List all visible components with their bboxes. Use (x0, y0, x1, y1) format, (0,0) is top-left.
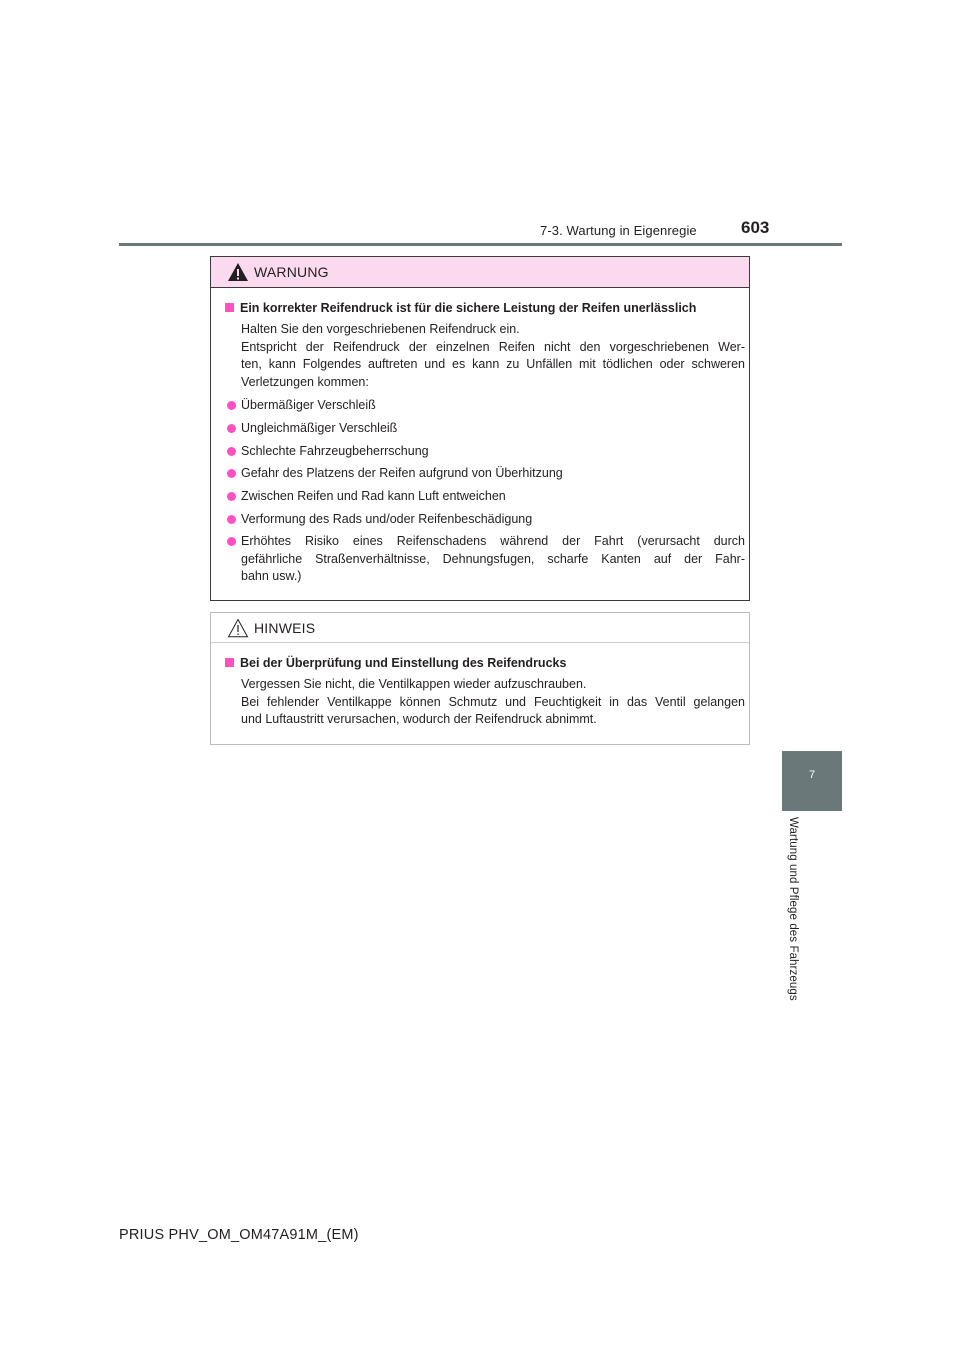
list-item-text: Zwischen Reifen und Rad kann Luft entweichen (241, 489, 506, 503)
section-title: 7-3. Wartung in Eigenregie (540, 223, 697, 238)
notice-heading: HINWEIS (254, 620, 316, 636)
list-item-line: Erhöhtes Risiko eines Reifenschadens während der Fahrt (verursacht durch (241, 534, 745, 548)
bullet-dot-icon (227, 537, 236, 546)
paragraph-line: Entspricht der Reifendruck der einzelnen Reifen nicht den vorgeschriebenen Wer- (241, 339, 745, 354)
bullet-dot-icon (227, 492, 236, 501)
paragraph-line: Vergessen Sie nicht, die Ventilkappen wieder aufzuschrauben. (241, 677, 587, 691)
paragraph-line: Bei fehlender Ventilkappe können Schmutz und Feuchtigkeit in das Ventil gelangen (241, 694, 745, 709)
list-item-text (241, 533, 745, 586)
warning-header (211, 257, 749, 288)
list-item-text: Schlechte Fahrzeugbeherrschung (241, 444, 429, 458)
list-item-line: bahn usw.) (241, 569, 302, 583)
list-item (227, 488, 745, 506)
document-id: PRIUS PHV_OM_OM47A91M_(EM) (119, 1227, 359, 1243)
warning-box (210, 256, 750, 601)
notice-paragraph (241, 676, 745, 729)
list-item-text: Übermäßiger Verschleiß (241, 398, 376, 412)
chapter-number: 7 (808, 769, 816, 781)
paragraph-line: Verletzungen kommen: (241, 374, 369, 389)
list-item-text: Gefahr des Platzens der Reifen aufgrund von Überhitzung (241, 466, 563, 480)
bullet-dot-icon (227, 515, 236, 524)
list-item (227, 511, 745, 529)
bullet-dot-icon (227, 469, 236, 478)
list-item-text: Verformung des Rads und/oder Reifenbeschädigung (241, 512, 533, 526)
chapter-title: Wartung und Pflege des Fahrzeugs (787, 817, 799, 1001)
bullet-dot-icon (227, 401, 236, 410)
list-item (227, 465, 745, 483)
warning-paragraph (241, 321, 745, 391)
page-number: 603 (741, 218, 770, 237)
warning-subheading (225, 301, 696, 315)
bullet-dot-icon (227, 424, 236, 433)
square-bullet-icon (225, 658, 234, 667)
warning-triangle-icon (227, 262, 249, 282)
notice-subheading (225, 656, 566, 670)
bullet-dot-icon (227, 447, 236, 456)
list-item-text: Ungleichmäßiger Verschleiß (241, 421, 398, 435)
list-item (227, 397, 745, 415)
chapter-tab (782, 751, 842, 811)
paragraph-line: und Luftaustritt verursachen, wodurch der Reifendruck abnimmt. (241, 712, 597, 726)
notice-header (211, 613, 749, 643)
list-item (227, 443, 745, 461)
header-rule (119, 243, 842, 246)
paragraph-line: ten, kann Folgendes auftreten und es kann zu Unfällen mit tödlichen oder schweren (241, 357, 745, 371)
list-item (227, 533, 745, 586)
notice-box (210, 612, 750, 745)
warning-subheading-text: Ein korrekter Reifendruck ist für die sichere Leistung der Reifen unerlässlich (240, 301, 697, 315)
caution-triangle-icon (227, 618, 249, 638)
paragraph-line: Halten Sie den vorgeschriebenen Reifendruck ein. (241, 322, 520, 336)
list-item (227, 420, 745, 438)
list-item-line: gefährliche Straßenverhältnisse, Dehnungsfugen, scharfe Kanten auf der Fahr- (241, 551, 745, 566)
notice-subheading-text: Bei der Überprüfung und Einstellung des Reifendrucks (240, 656, 567, 670)
warning-heading: WARNUNG (254, 264, 329, 280)
chapter-title-wrap (787, 817, 807, 1027)
square-bullet-icon (225, 303, 234, 312)
